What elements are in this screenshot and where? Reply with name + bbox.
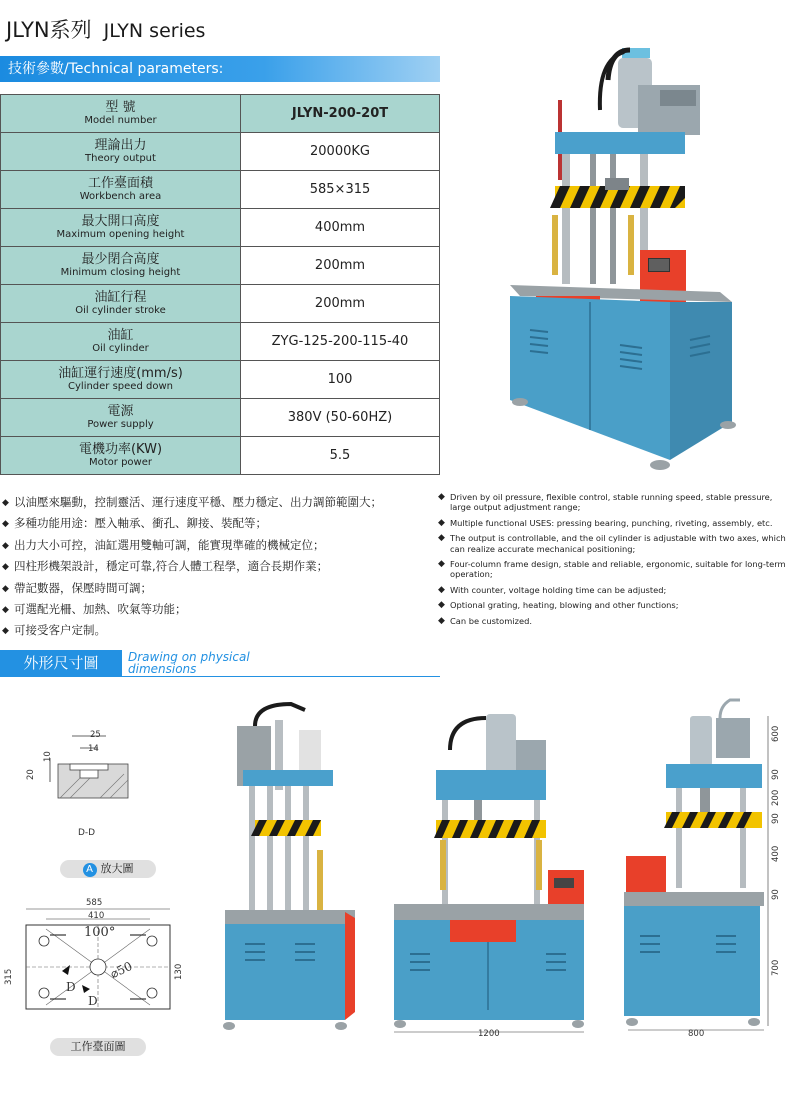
feature-item: ◆ Driven by oil pressure, flexible control, stable running speed, stable pressure, large output adjustment range; bbox=[438, 492, 788, 513]
param-label-en: Oil cylinder bbox=[92, 343, 149, 354]
param-value: 200mm bbox=[241, 285, 440, 323]
param-label-cn: 電源 bbox=[107, 404, 134, 419]
workbench-section-mark-2: D bbox=[88, 994, 98, 1008]
page-title bbox=[6, 14, 205, 44]
feature-item: ◆ 多種功能用途：壓入軸承、衝孔、鉚接、裝配等； bbox=[2, 513, 432, 534]
feature-item: ◆ 出力大小可控，油缸選用雙軸可調，能實現準確的機械定位； bbox=[2, 535, 432, 556]
dimension-section-en bbox=[128, 651, 250, 675]
param-label bbox=[1, 171, 241, 209]
param-label-cn: 最大開口高度 bbox=[81, 214, 160, 229]
detail-dim-14: 14 bbox=[88, 744, 99, 754]
side-height-400: 400 bbox=[771, 845, 781, 862]
param-label bbox=[1, 247, 241, 285]
param-row bbox=[1, 95, 440, 133]
feature-item: ◆ 四柱形機架設計，穩定可靠,符合人體工程學，適合長期作業； bbox=[2, 556, 432, 577]
workbench-dim-130: 130 bbox=[174, 963, 184, 980]
feature-item: ◆ 可選配光柵、加熱、吹氣等功能； bbox=[2, 599, 432, 620]
side-height-600: 600 bbox=[771, 725, 781, 742]
workbench-angle: 100° bbox=[84, 925, 116, 940]
param-label-cn: 電機功率(KW) bbox=[78, 442, 163, 457]
side-height-200: 200 bbox=[771, 789, 781, 806]
main-machine-image bbox=[500, 40, 745, 475]
param-label bbox=[1, 361, 241, 399]
feature-item: ◆ Multiple functional USES: pressing bearing, punching, riveting, assembly, etc. bbox=[438, 518, 788, 528]
side-view-image bbox=[620, 696, 770, 1041]
feature-item: ◆ Optional grating, heating, blowing and other functions; bbox=[438, 600, 788, 610]
param-label-en: Maximum opening height bbox=[56, 229, 185, 240]
param-label-en: Model number bbox=[84, 115, 157, 126]
param-label bbox=[1, 285, 241, 323]
param-label-en: Cylinder speed down bbox=[68, 381, 173, 392]
param-label-cn: 型 號 bbox=[105, 100, 136, 115]
param-label-en: Power supply bbox=[87, 419, 154, 430]
front-view-image bbox=[390, 710, 590, 1040]
param-label-en: Workbench area bbox=[79, 191, 162, 202]
dimension-section-en-line2: dimensions bbox=[128, 662, 197, 676]
param-row bbox=[1, 399, 440, 437]
features-cn-list bbox=[2, 492, 432, 642]
side-height-90a: 90 bbox=[771, 769, 781, 780]
workbench-dim-410: 410 bbox=[88, 911, 105, 921]
param-value: ZYG-125-200-115-40 bbox=[241, 323, 440, 361]
param-row bbox=[1, 437, 440, 475]
detail-dim-20: 20 bbox=[26, 769, 36, 780]
workbench-dim-585: 585 bbox=[86, 898, 103, 908]
param-label bbox=[1, 133, 241, 171]
dimension-section-label: 外形尺寸圖 bbox=[0, 650, 122, 676]
param-label-en: Minimum closing height bbox=[60, 267, 181, 278]
tech-params-header: 技術參數/Technical parameters: bbox=[0, 56, 440, 82]
dimension-section-header bbox=[0, 650, 440, 676]
param-label-cn: 油缸行程 bbox=[94, 290, 147, 305]
param-label bbox=[1, 399, 241, 437]
param-row bbox=[1, 323, 440, 361]
param-value: 20000KG bbox=[241, 133, 440, 171]
param-value: 200mm bbox=[241, 247, 440, 285]
three-quarter-view-image bbox=[215, 700, 365, 1035]
workbench-dim-315: 315 bbox=[4, 968, 14, 985]
feature-item: ◆ 以油壓來驅動，控制靈活、運行速度平穩、壓力穩定、出力調節範圍大； bbox=[2, 492, 432, 513]
param-label-cn: 理論出力 bbox=[94, 138, 147, 153]
param-label-cn: 油缸運行速度(mm/s) bbox=[58, 366, 183, 381]
param-row bbox=[1, 361, 440, 399]
param-value: JLYN-200-20T bbox=[241, 95, 440, 133]
param-label-cn: 工作臺面積 bbox=[87, 176, 153, 191]
param-label bbox=[1, 95, 241, 133]
side-height-90b: 90 bbox=[771, 813, 781, 824]
feature-item: ◆ 可接受客户定制。 bbox=[2, 620, 432, 641]
title-en: JLYN series bbox=[103, 20, 206, 42]
detail-section-label: D-D bbox=[78, 828, 96, 838]
dimension-section-en-line1: Drawing on physical bbox=[128, 650, 250, 664]
param-label-en: Oil cylinder stroke bbox=[75, 305, 166, 316]
detail-caption-text: 放大圖 bbox=[100, 862, 134, 875]
param-row bbox=[1, 247, 440, 285]
param-label bbox=[1, 209, 241, 247]
detail-badge: A bbox=[83, 863, 97, 877]
param-row bbox=[1, 285, 440, 323]
param-row bbox=[1, 133, 440, 171]
param-row bbox=[1, 209, 440, 247]
workbench-caption: 工作臺面圖 bbox=[50, 1038, 146, 1056]
feature-item: ◆ The output is controllable, and the oil cylinder is adjustable with two axes, which can realize accurate mechanical positioning; bbox=[438, 533, 788, 554]
workbench-section-mark-1: D bbox=[66, 980, 76, 994]
feature-item: ◆ Four-column frame design, stable and reliable, ergonomic, suitable for long-term operation; bbox=[438, 559, 788, 580]
param-row bbox=[1, 171, 440, 209]
title-cn: JLYN系列 bbox=[6, 18, 92, 42]
param-value: 100 bbox=[241, 361, 440, 399]
param-value: 585×315 bbox=[241, 171, 440, 209]
feature-item: ◆ With counter, voltage holding time can be adjusted; bbox=[438, 585, 788, 595]
detail-caption bbox=[60, 860, 156, 878]
param-label bbox=[1, 437, 241, 475]
param-label-en: Theory output bbox=[85, 153, 156, 164]
detail-section-drawing bbox=[20, 728, 140, 828]
feature-item: ◆ Can be customized. bbox=[438, 616, 788, 626]
features-en-list bbox=[438, 492, 788, 631]
param-value: 5.5 bbox=[241, 437, 440, 475]
workbench-diameter: ⌀50 bbox=[108, 958, 135, 982]
params-table bbox=[0, 94, 440, 475]
param-value: 380V (50-60HZ) bbox=[241, 399, 440, 437]
param-label-cn: 最少閉合高度 bbox=[81, 252, 160, 267]
feature-item: ◆ 帶記數器，保壓時間可調； bbox=[2, 578, 432, 599]
param-label-en: Motor power bbox=[89, 457, 152, 468]
side-height-90c: 90 bbox=[771, 889, 781, 900]
front-view-width: 1200 bbox=[478, 1029, 500, 1039]
side-height-700: 700 bbox=[771, 959, 781, 976]
param-label-cn: 油缸 bbox=[107, 328, 134, 343]
param-label bbox=[1, 323, 241, 361]
detail-dim-25: 25 bbox=[90, 730, 101, 740]
side-view-width: 800 bbox=[688, 1029, 705, 1039]
param-value: 400mm bbox=[241, 209, 440, 247]
dimension-section-underline bbox=[0, 676, 440, 677]
detail-dim-10: 10 bbox=[43, 751, 53, 762]
